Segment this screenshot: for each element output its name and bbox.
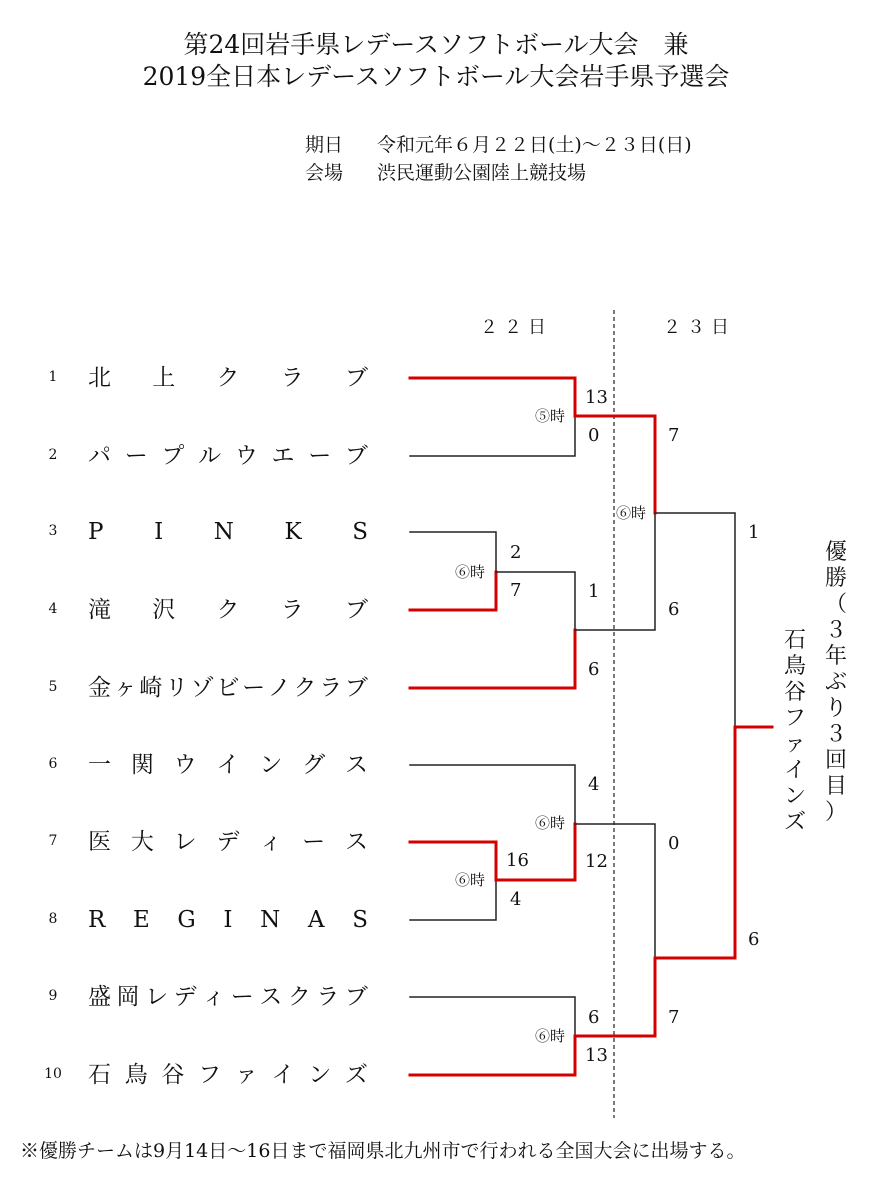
score: 7 (668, 425, 680, 446)
score: 0 (668, 833, 680, 854)
innings-note: ⑥時 (455, 871, 486, 889)
innings-note: ⑥時 (455, 563, 486, 581)
score: 7 (668, 1007, 680, 1028)
seed-number: 1 (48, 369, 58, 385)
date-value: 令和元年６月２２日(土)～２３日(日) (377, 134, 692, 156)
score: 4 (510, 889, 522, 910)
score: 2 (510, 542, 522, 563)
footer-note: ※優勝チームは9月14日～16日まで福岡県北九州市で行われる全国大会に出場する。 (20, 1140, 746, 1162)
seed-number: 5 (48, 679, 58, 695)
team-name: 医 大 レ デ ィ ー ス (88, 829, 368, 855)
seed-number: 4 (48, 601, 58, 617)
score: 7 (510, 580, 522, 601)
score: 6 (748, 929, 760, 950)
seed-number: 9 (48, 988, 58, 1004)
team-name: 金 ヶ 崎 リ ゾ ビ ー ノ ク ラ ブ (88, 675, 368, 701)
score: 6 (588, 1007, 600, 1028)
seed-number: 6 (48, 756, 58, 772)
team-name: P I N K S (88, 519, 368, 545)
bracket-line (575, 416, 655, 513)
team-name: R E G I N A S (88, 907, 368, 933)
score: 12 (585, 851, 608, 872)
team-name: 滝 沢 ク ラ ブ (88, 597, 368, 623)
page-title-line2: 2019全日本レデースソフトボール大会岩手県予選会 (142, 62, 730, 91)
day2-label: ２３日 (663, 317, 735, 338)
venue-value: 渋民運動公園陸上競技場 (377, 162, 587, 184)
seed-number: 2 (48, 447, 58, 463)
venue-label: 会場 (305, 162, 344, 184)
date-label: 期日 (305, 134, 344, 156)
bracket-line (575, 513, 655, 630)
bracket-line (575, 824, 655, 958)
team-name: 盛 岡 レ デ ィ ー ス ク ラ ブ (88, 984, 368, 1010)
champion-label: 優 勝 （ ３ 年 ぶ り ３ 回 目 ） (824, 540, 847, 825)
team-name: 一 関 ウ イ ン グ ス (88, 752, 368, 778)
score: 6 (668, 599, 680, 620)
bracket-line (575, 958, 655, 1036)
score: 1 (588, 581, 600, 602)
score: 0 (588, 425, 600, 446)
score: 13 (585, 387, 608, 408)
score: 16 (506, 850, 529, 871)
team-name: パ ー プ ル ウ エ ー ブ (88, 443, 368, 469)
bracket-line (655, 513, 735, 727)
seed-number: 10 (44, 1066, 62, 1082)
bracket-line (496, 572, 575, 630)
team-name: 北 上 ク ラ ブ (88, 365, 368, 391)
score: 4 (588, 774, 600, 795)
score: 1 (748, 522, 760, 543)
innings-note: ⑤時 (535, 407, 566, 425)
seed-number: 3 (48, 523, 58, 539)
innings-note: ⑥時 (616, 504, 647, 522)
score: 13 (585, 1045, 608, 1066)
bracket-line (410, 630, 575, 688)
seed-number: 7 (48, 833, 58, 849)
innings-note: ⑥時 (535, 814, 566, 832)
seed-number: 8 (48, 911, 58, 927)
champion-name: 石 鳥 谷 フ ァ イ ン ズ (783, 628, 806, 835)
score: 6 (588, 659, 600, 680)
day1-label: ２２日 (480, 317, 552, 338)
page-title-line1: 第24回岩手県レデースソフトボール大会 兼 (183, 30, 689, 59)
innings-note: ⑥時 (535, 1027, 566, 1045)
team-name: 石 鳥 谷 フ ァ イ ン ズ (88, 1062, 368, 1088)
